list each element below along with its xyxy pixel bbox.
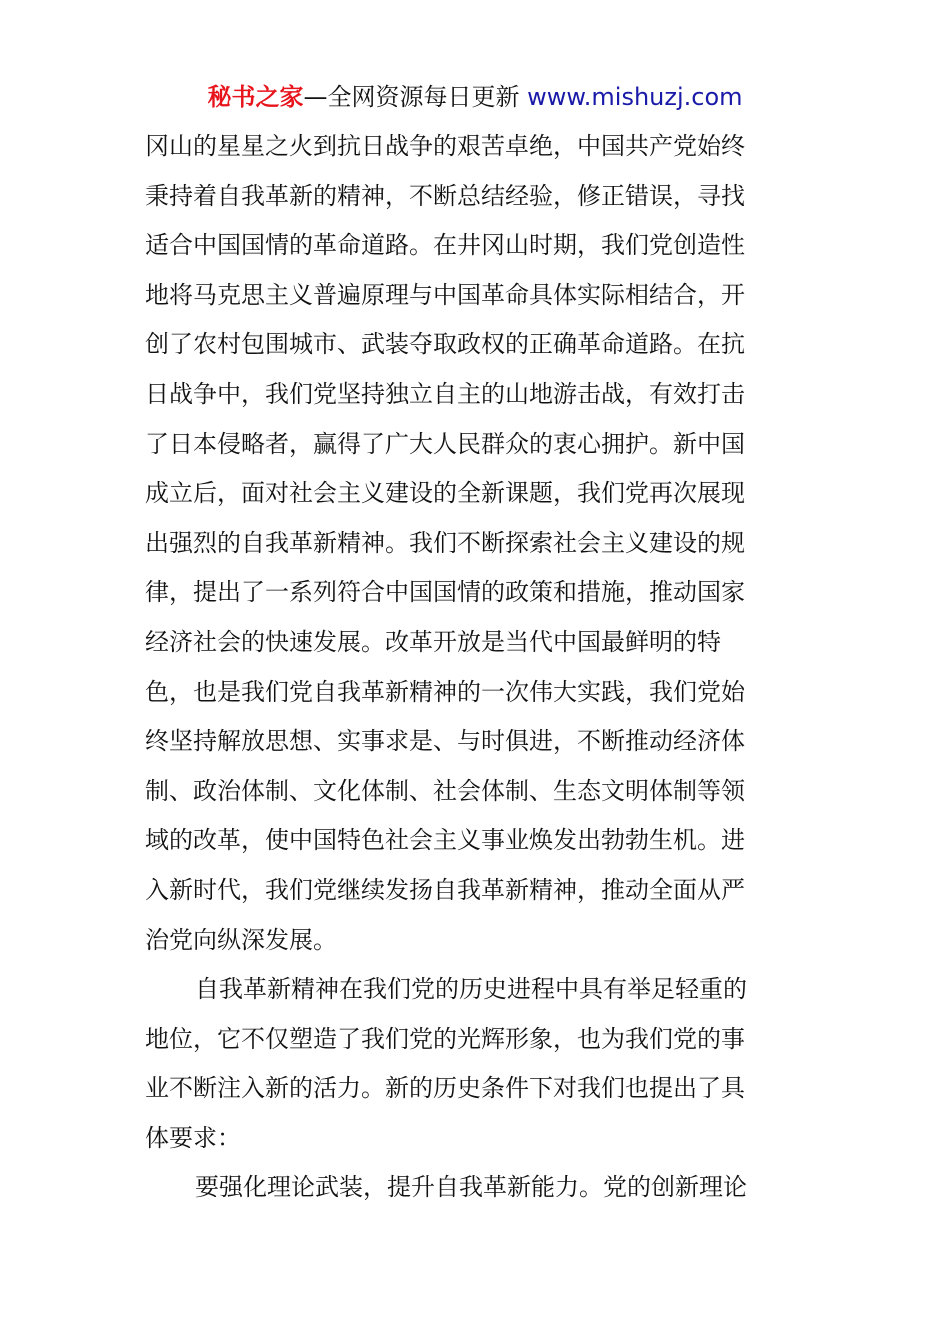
site-url-link[interactable]: www.mishuzj.com: [527, 83, 743, 111]
text-line: 日战争中，我们党坚持独立自主的山地游击战，有效打击: [145, 379, 745, 408]
text-line: 了日本侵略者，赢得了广大人民群众的衷心拥护。新中国: [145, 429, 745, 458]
text-line: 地位，它不仅塑造了我们党的光辉形象，也为我们党的事: [145, 1024, 745, 1053]
site-header: [0, 80, 950, 114]
text-line: 制、政治体制、文化体制、社会体制、生态文明体制等领: [145, 776, 745, 805]
paragraph-first-line: 自我革新精神在我们党的历史进程中具有举足轻重的: [195, 975, 747, 1004]
paragraph-first-line: 要强化理论武装，提升自我革新能力。党的创新理论: [195, 1173, 747, 1202]
text-line: 经济社会的快速发展。改革开放是当代中国最鲜明的特: [145, 627, 721, 656]
text-line: 冈山的星星之火到抗日战争的艰苦卓绝，中国共产党始终: [145, 132, 745, 160]
text-line: 成立后，面对社会主义建设的全新课题，我们党再次展现: [145, 479, 745, 508]
site-tagline: —全网资源每日更新: [303, 83, 520, 111]
text-line: 律，提出了一系列符合中国国情的政策和措施，推动国家: [145, 578, 745, 607]
text-line: 域的改革，使中国特色社会主义事业焕发出勃勃生机。进: [145, 826, 745, 855]
text-line: 秉持着自我革新的精神，不断总结经验，修正错误，寻找: [145, 181, 745, 210]
document-body: [145, 122, 810, 1213]
text-line: 业不断注入新的活力。新的历史条件下对我们也提出了具: [145, 1074, 745, 1103]
text-line: 治党向纵深发展。: [145, 925, 337, 954]
site-brand: 秘书之家: [207, 83, 304, 111]
text-line: 体要求：: [145, 1123, 241, 1152]
text-line: 创了农村包围城市、武装夺取政权的正确革命道路。在抗: [145, 330, 745, 359]
text-line: 色，也是我们党自我革新精神的一次伟大实践，我们党始: [145, 677, 745, 706]
text-line: 出强烈的自我革新精神。我们不断探索社会主义建设的规: [145, 528, 745, 557]
text-line: 终坚持解放思想、实事求是、与时俱进，不断推动经济体: [145, 727, 745, 756]
text-line: 地将马克思主义普遍原理与中国革命具体实际相结合，开: [145, 280, 745, 309]
text-line: 入新时代，我们党继续发扬自我革新精神，推动全面从严: [145, 875, 745, 904]
text-line: 适合中国国情的革命道路。在井冈山时期，我们党创造性: [145, 231, 745, 260]
